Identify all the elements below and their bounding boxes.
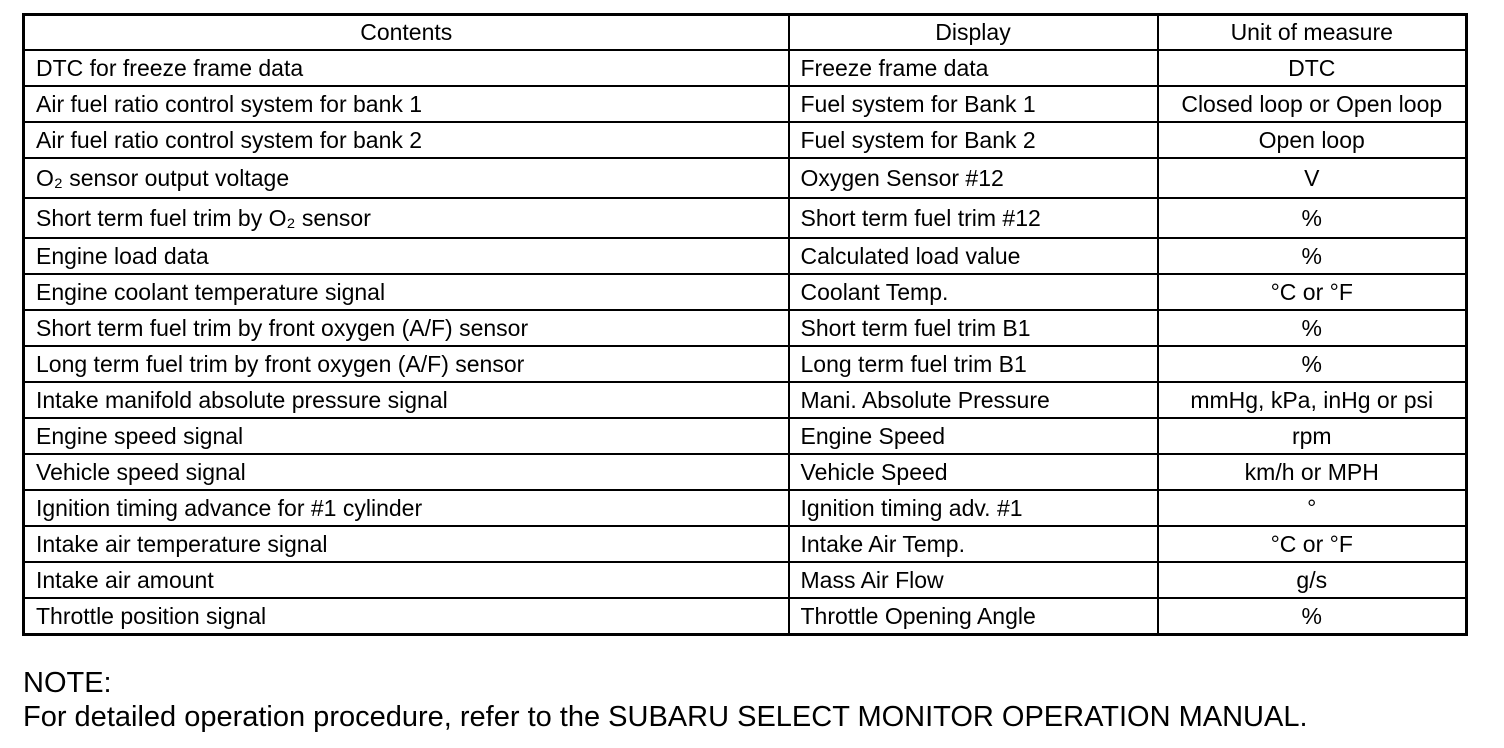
table-row <box>24 158 1467 198</box>
cell-unit: % <box>1158 310 1467 346</box>
cell-unit: % <box>1158 238 1467 274</box>
table-container <box>22 13 1465 636</box>
cell-unit: DTC <box>1158 50 1467 86</box>
cell-display: Throttle Opening Angle <box>789 598 1158 635</box>
cell-contents: Intake air temperature signal <box>24 526 789 562</box>
table-row <box>24 198 1467 238</box>
cell-display: Ignition timing adv. #1 <box>789 490 1158 526</box>
table-header-row <box>24 15 1467 51</box>
table-row <box>24 382 1467 418</box>
table-row <box>24 122 1467 158</box>
cell-contents: Air fuel ratio control system for bank 2 <box>24 122 789 158</box>
cell-contents: DTC for freeze frame data <box>24 50 789 86</box>
cell-contents: Short term fuel trim by front oxygen (A/F) sensor <box>24 310 789 346</box>
header-contents: Contents <box>24 15 789 51</box>
cell-contents: Engine speed signal <box>24 418 789 454</box>
table-row <box>24 598 1467 635</box>
header-unit: Unit of measure <box>1158 15 1467 51</box>
table-row <box>24 238 1467 274</box>
cell-contents: Ignition timing advance for #1 cylinder <box>24 490 789 526</box>
cell-unit: g/s <box>1158 562 1467 598</box>
cell-display: Short term fuel trim #12 <box>789 198 1158 238</box>
cell-contents: Engine load data <box>24 238 789 274</box>
table-row <box>24 490 1467 526</box>
table-row <box>24 346 1467 382</box>
cell-contents: Short term fuel trim by O₂ sensor <box>24 198 789 238</box>
cell-contents: Intake air amount <box>24 562 789 598</box>
cell-display: Fuel system for Bank 2 <box>789 122 1158 158</box>
cell-display: Intake Air Temp. <box>789 526 1158 562</box>
cell-contents: O₂ sensor output voltage <box>24 158 789 198</box>
table-row <box>24 562 1467 598</box>
cell-display: Vehicle Speed <box>789 454 1158 490</box>
cell-display: Short term fuel trim B1 <box>789 310 1158 346</box>
cell-contents: Long term fuel trim by front oxygen (A/F) sensor <box>24 346 789 382</box>
cell-display: Mass Air Flow <box>789 562 1158 598</box>
cell-display: Mani. Absolute Pressure <box>789 382 1158 418</box>
cell-contents: Throttle position signal <box>24 598 789 635</box>
note-heading: NOTE: <box>23 667 112 699</box>
cell-unit: rpm <box>1158 418 1467 454</box>
cell-contents: Vehicle speed signal <box>24 454 789 490</box>
cell-unit: V <box>1158 158 1467 198</box>
cell-unit: ° <box>1158 490 1467 526</box>
cell-unit: °C or °F <box>1158 526 1467 562</box>
cell-unit: % <box>1158 346 1467 382</box>
cell-display: Long term fuel trim B1 <box>789 346 1158 382</box>
cell-display: Engine Speed <box>789 418 1158 454</box>
table-row <box>24 310 1467 346</box>
cell-display: Coolant Temp. <box>789 274 1158 310</box>
table-row <box>24 50 1467 86</box>
cell-display: Calculated load value <box>789 238 1158 274</box>
cell-unit: km/h or MPH <box>1158 454 1467 490</box>
cell-display: Oxygen Sensor #12 <box>789 158 1158 198</box>
cell-unit: Closed loop or Open loop <box>1158 86 1467 122</box>
note-block <box>23 666 1308 734</box>
cell-unit: mmHg, kPa, inHg or psi <box>1158 382 1467 418</box>
cell-contents: Engine coolant temperature signal <box>24 274 789 310</box>
table-row <box>24 418 1467 454</box>
cell-unit: % <box>1158 598 1467 635</box>
cell-display: Fuel system for Bank 1 <box>789 86 1158 122</box>
cell-unit: % <box>1158 198 1467 238</box>
table-row <box>24 454 1467 490</box>
note-text: For detailed operation procedure, refer to the SUBARU SELECT MONITOR OPERATION MANUAL. <box>23 701 1308 733</box>
table-row <box>24 274 1467 310</box>
cell-unit: Open loop <box>1158 122 1467 158</box>
data-table <box>22 13 1468 636</box>
cell-unit: °C or °F <box>1158 274 1467 310</box>
table-row <box>24 526 1467 562</box>
header-display: Display <box>789 15 1158 51</box>
table-row <box>24 86 1467 122</box>
cell-display: Freeze frame data <box>789 50 1158 86</box>
cell-contents: Air fuel ratio control system for bank 1 <box>24 86 789 122</box>
cell-contents: Intake manifold absolute pressure signal <box>24 382 789 418</box>
